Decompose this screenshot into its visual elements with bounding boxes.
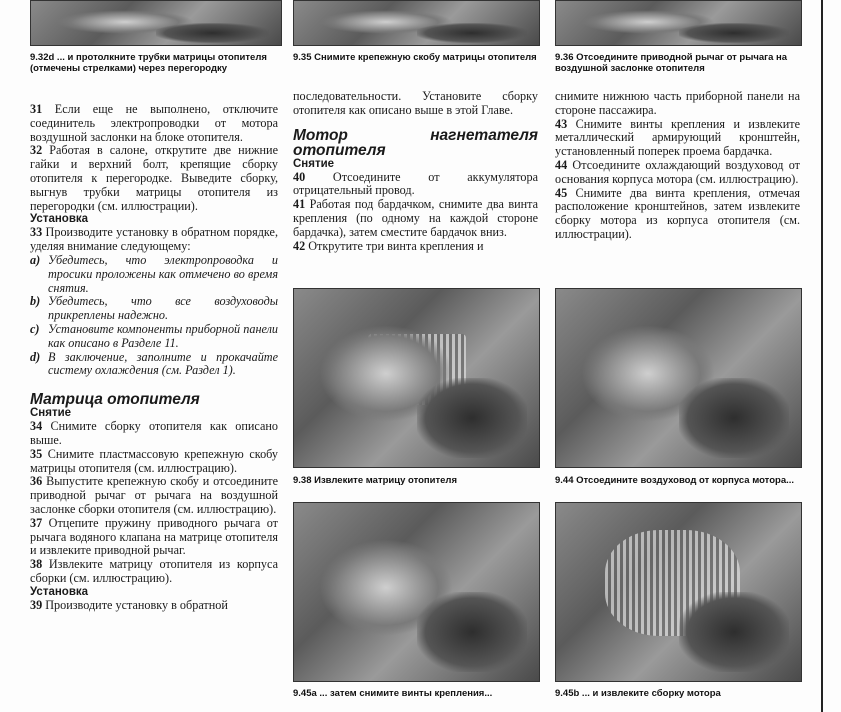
subheading-remove: Снятие (30, 407, 72, 420)
step-text: Отцепите пружину приводного рычага от рычага водяного клапана на матрице отопителя и извлеките приводной рычаг. (30, 515, 279, 558)
step-text: Если еще не выполнено, отключите соединитель электропроводки от мотора воздушной заслонки на блоке отопителя. (30, 102, 278, 144)
step-text: Снимите пластмассовую крепежную скобу матрицы отопителя (см. иллюстрацию). (30, 446, 278, 475)
step-text: последовательности. Установите сборку отопителя как описано выше в этой Главе. (293, 89, 538, 117)
step-number: 41 (293, 197, 306, 212)
step-number: 43 (555, 116, 568, 131)
photo-9-38 (293, 288, 540, 468)
caption-9-45b: 9.45b ... и извлеките сборку мотора (555, 688, 721, 699)
subheading-install-2: Установка (30, 585, 89, 598)
column-1 (30, 103, 278, 613)
step-text: Работая в салоне, открутите две нижние гайки и верхний болт, крепящие сборку отопителя к перегородке. Выведите сборку, выгнув трубки матрицы отопителя из перегородки (см. иллюстрации). (30, 143, 278, 213)
step-text: Производите установку в обратной (45, 597, 228, 612)
step-number: 36 (30, 474, 43, 489)
step-number: 39 (30, 597, 43, 612)
step-number: 37 (30, 515, 43, 530)
step-text: Открутите три винта крепления и (308, 238, 484, 253)
column-2 (293, 90, 538, 253)
photo-9-44 (555, 288, 802, 468)
list-item: a) Убедитесь, что электропроводка и тросики проложены как отмечено во время снятия. (30, 252, 278, 295)
list-item: c) Установите компоненты приборной панели как описано в Разделе 11. (30, 321, 278, 350)
step-text: Работая под бардачком, снимите два винта крепления (по одному на каждой стороне бардачка), затем сместите бардачок вниз. (293, 197, 538, 239)
step-number: 38 (30, 557, 43, 572)
column-3 (555, 90, 800, 242)
step-text: снимите нижнюю часть приборной панели на стороне пассажира. (555, 89, 800, 117)
list-item: d) В заключение, заполните и прокачайте систему охлаждения (см. Раздел 1). (30, 349, 278, 378)
photo-9-36 (555, 0, 802, 46)
step-number: 33 (30, 225, 43, 240)
step-number: 34 (30, 419, 43, 434)
step-text: Производите установку в обратном порядке, уделяя внимание следующему: (30, 225, 279, 254)
step-text: Отсоедините от аккумулятора отрицательный провод. (293, 169, 539, 198)
caption-9-35: 9.35 Снимите крепежную скобу матрицы отопителя (293, 52, 537, 63)
section-heading-matrix: Матрица отопителя (30, 391, 200, 409)
photo-9-32d (30, 0, 282, 46)
section-heading-motor: Мотор нагнетателя отопителя (293, 126, 538, 159)
subheading-install: Установка (30, 213, 89, 226)
subheading-remove: Снятие (293, 157, 335, 170)
caption-9-44: 9.44 Отсоедините воздуховод от корпуса мотора... (555, 475, 795, 486)
step-number: 42 (293, 238, 306, 253)
step-number: 44 (555, 157, 568, 172)
step-number: 40 (293, 169, 306, 184)
step-number: 35 (30, 446, 43, 461)
step-number: 31 (30, 102, 43, 116)
photo-9-45a (293, 502, 540, 682)
step-text: Извлеките матрицу отопителя из корпуса сборки (см. иллюстрацию). (30, 557, 278, 585)
caption-9-32d: 9.32d ... и протолкните трубки матрицы отопителя (отмечены стрелками) через перегородку (30, 52, 267, 74)
step-number: 45 (555, 185, 568, 200)
step-text: Отсоедините охлаждающий воздуховод от основания корпуса мотора (см. иллюстрацию). (555, 157, 800, 186)
photo-9-35 (293, 0, 540, 46)
step-text: Выпустите крепежную скобу и отсоедините приводной рычаг от рычага на воздушной заслонке сборки отопителя (см. иллюстрацию). (30, 474, 278, 516)
photo-9-45b (555, 502, 802, 682)
step-number: 32 (30, 143, 43, 158)
caption-9-38: 9.38 Извлеките матрицу отопителя (293, 475, 457, 486)
step-text: Снимите винты крепления и извлеките металлический армирующий кронштейн, установленный поперек проема бардачка. (555, 116, 801, 159)
caption-9-36: 9.36 Отсоедините приводной рычаг от рычага на воздушной заслонке отопителя (555, 52, 788, 74)
list-item: b) Убедитесь, что все воздуховоды прикреплены надежно. (30, 294, 278, 323)
step-text: Снимите сборку отопителя как описано выше. (30, 419, 279, 447)
caption-9-45a: 9.45а ... затем снимите винты крепления... (293, 688, 493, 699)
page-edge-divider (821, 0, 823, 712)
step-text: Снимите два винта крепления, отмечая расположение кронштейнов, затем извлеките сборку мотора из корпуса отопителя (см. иллюстрации). (555, 185, 801, 241)
